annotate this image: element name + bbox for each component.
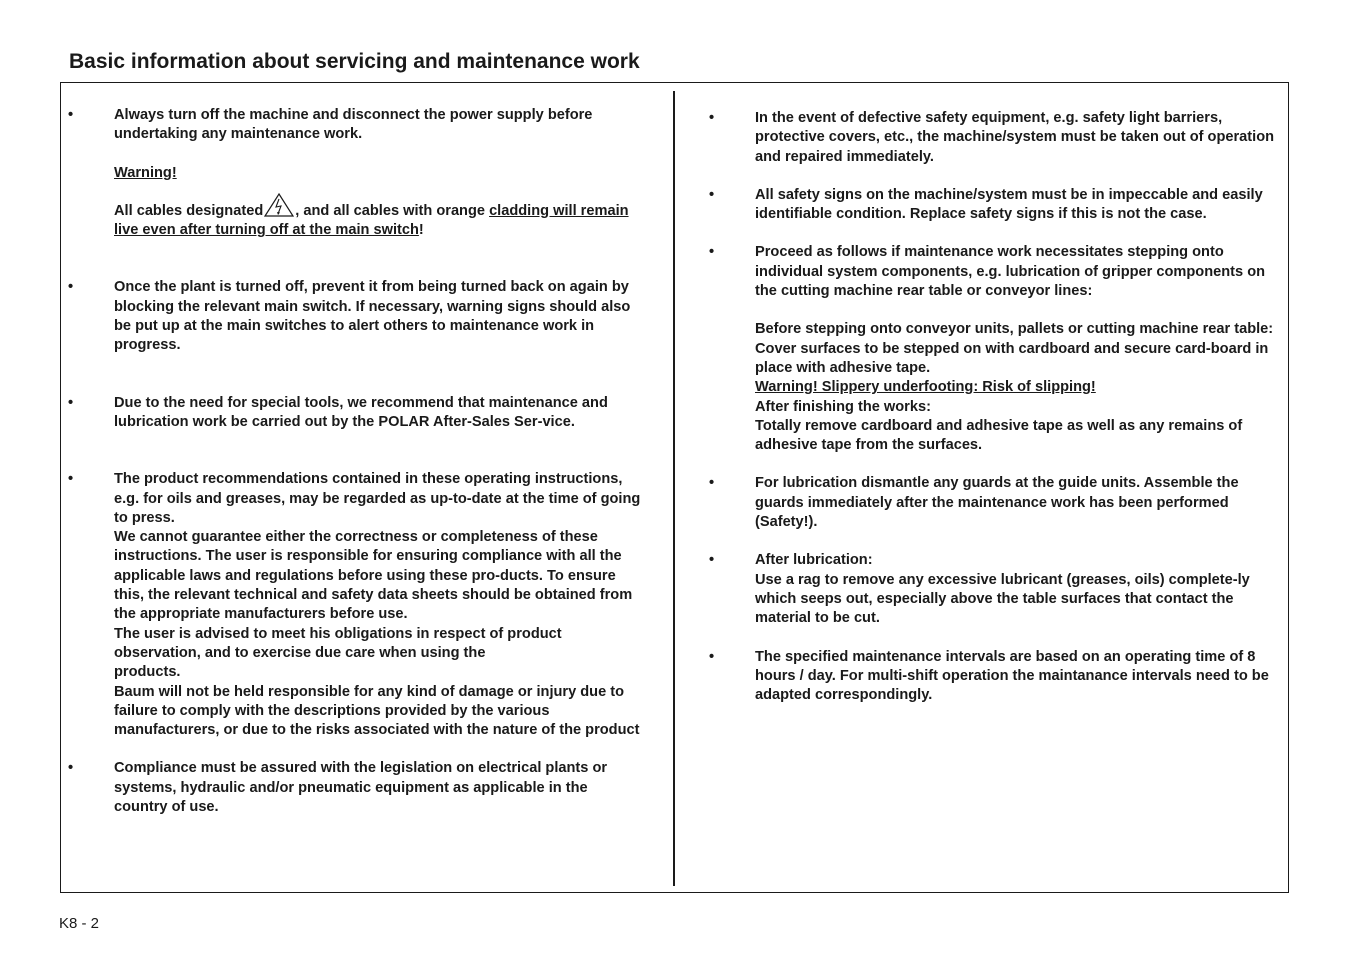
page-title: Basic information about servicing and maintenance work xyxy=(69,50,640,73)
item-text: Totally remove cardboard and adhesive tape as well as any remains of adhesive tape from the surfaces. xyxy=(755,417,1243,454)
item-text: Cover surfaces to be stepped on with cardboard and secure card-board in place with adhesive tape. xyxy=(755,340,1269,376)
warning-text-underlined: cladding will remain live even after turning off at the main switch xyxy=(114,202,629,239)
warning-text-mid: , and all cables with orange xyxy=(295,202,490,219)
item-text: Proceed as follows if maintenance work necessitates stepping onto individual system components, e.g. lubrication of gripper components on the cutting machine rear table or conveyor lines: xyxy=(755,244,1266,300)
bullet: • xyxy=(709,186,715,203)
column-divider xyxy=(673,91,675,886)
item-text: In the event of defective safety equipment, e.g. safety light barriers, protective covers, etc., the machine/system must be taken out of operation and repaired immediately. xyxy=(755,110,1275,165)
left-column xyxy=(68,106,643,817)
bullet: • xyxy=(68,471,74,488)
bullet: • xyxy=(709,110,715,126)
warning-text-end: ! xyxy=(418,222,424,239)
item-text: Compliance must be assured with the legislation on electrical plants or systems, hydraulic and/or pneumatic equipment as applicable in the country of use. xyxy=(114,760,608,816)
item-text: Before stepping onto conveyor units, pallets or cutting machine rear table: xyxy=(755,321,1274,338)
right-item-defective-safety xyxy=(709,109,1284,167)
bullet: • xyxy=(68,107,74,123)
bullet: • xyxy=(709,552,715,569)
item-text: The specified maintenance intervals are based on an operating time of 8 hours / day. For multi-shift operation the maintanance intervals need to be adapted correspondingly. xyxy=(755,648,1269,704)
item-text: The product recommendations contained in these operating instructions, e.g. for oils and greases, may be regarded as up-to-date at the time of going to press. xyxy=(114,471,641,526)
bullet: • xyxy=(709,648,715,665)
bullet: • xyxy=(68,760,74,777)
warning-label: Warning! xyxy=(114,164,177,181)
item-text: Always turn off the machine and disconnect the power supply before undertaking any maintenance work. xyxy=(114,107,593,143)
right-item-stepping-onto xyxy=(709,243,1284,455)
item-text: The user is advised to meet his obligations in respect of product observation, and to exercise due care when using the xyxy=(114,625,562,661)
item-text: For lubrication dismantle any guards at the guide units. Assemble the guards immediately after the maintenance work has been performed (Safety!). xyxy=(755,475,1239,531)
left-item-product-recommendations xyxy=(68,470,643,740)
item-text: Once the plant is turned off, prevent it from being turned back on again by blocking the relevant main switch. If necessary, warning signs should also be put up at the main switches to alert others to maintenance work in progress. xyxy=(114,279,631,354)
item-text: Due to the need for special tools, we recommend that maintenance and lubrication work be carried out by the POLAR After-Sales Ser-vice. xyxy=(114,394,608,430)
bullet: • xyxy=(709,475,715,492)
item-text: We cannot guarantee either the correctness or completeness of these instructions. The user is responsible for ensuring compliance with all the applicable laws and regulations before using these pro-ducts. To ensure this, the relevant technical and safety data sheets should be obtained from the appropriate manufacturers before use. xyxy=(114,529,633,623)
high-voltage-warning-icon xyxy=(263,193,295,217)
item-title: After lubrication: xyxy=(755,552,873,569)
bullet: • xyxy=(68,394,74,411)
slippery-warning: Warning! Slippery underfooting: Risk of slipping! xyxy=(755,379,1096,396)
warning-text-start: All cables designated xyxy=(114,202,264,219)
item-text: After finishing the works: xyxy=(755,398,931,415)
bullet: • xyxy=(709,244,715,261)
item-text: Use a rag to remove any excessive lubricant (greases, oils) complete-ly which seeps out, especially above the table surfaces that contact the material to be cut. xyxy=(755,571,1250,627)
live-cables-warning xyxy=(114,193,643,241)
left-item-block-switch xyxy=(68,278,643,355)
right-item-safety-signs xyxy=(709,186,1284,225)
item-text: products. xyxy=(114,664,181,681)
right-column xyxy=(709,109,1284,705)
right-item-guards xyxy=(709,474,1284,532)
left-item-legislation xyxy=(68,759,643,817)
item-text: All safety signs on the machine/system must be in impeccable and easily identifiable condition. Replace safety signs if this is not the case. xyxy=(755,186,1263,223)
right-item-intervals xyxy=(709,648,1284,706)
right-item-after-lubrication xyxy=(709,551,1284,628)
bullet: • xyxy=(68,279,74,296)
item-text: Baum will not be held responsible for any kind of damage or injury due to failure to comply with the descriptions provided by the various manufacturers, or due to the risks associated with the nature of the product xyxy=(114,683,640,739)
page-number: K8 - 2 xyxy=(59,915,100,932)
left-item-special-tools xyxy=(68,394,643,433)
left-item-power-off xyxy=(68,106,643,240)
